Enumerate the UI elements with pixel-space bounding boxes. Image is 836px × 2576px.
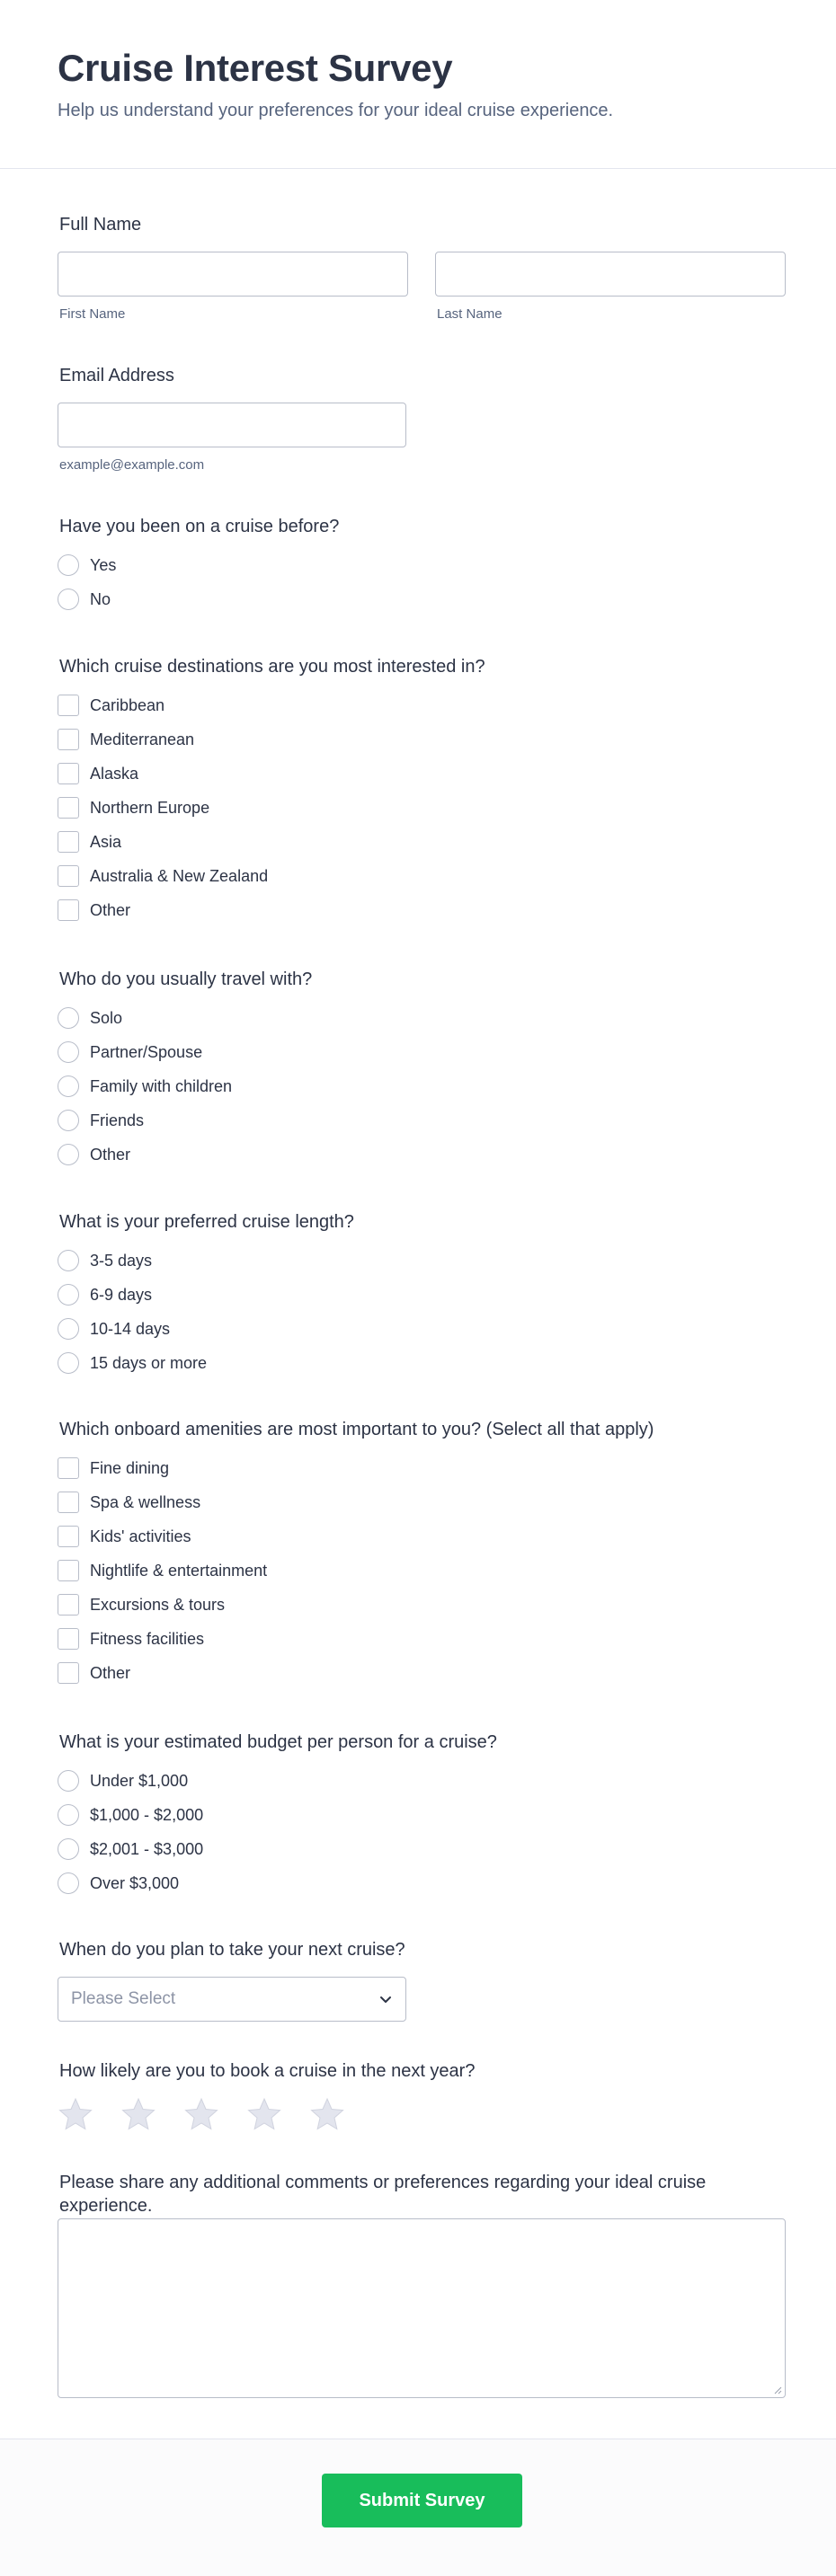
checkbox-option[interactable]: Mediterranean: [58, 722, 268, 757]
radio-button[interactable]: [58, 1076, 79, 1097]
next-cruise-label: When do you plan to take your next cruise?: [59, 1940, 405, 1960]
radio-button[interactable]: [58, 1110, 79, 1131]
radio-button[interactable]: [58, 1007, 79, 1029]
checkbox-option[interactable]: Other: [58, 1656, 267, 1690]
full-name-section: [59, 213, 141, 236]
radio-button[interactable]: [58, 1250, 79, 1271]
radio-option[interactable]: Solo: [58, 1001, 232, 1035]
checkbox[interactable]: [58, 763, 79, 784]
star-icon[interactable]: [183, 2096, 219, 2132]
checkbox[interactable]: [58, 1594, 79, 1616]
amenities-options: [58, 1451, 267, 1690]
budget-label: What is your estimated budget per person for a cruise?: [59, 1732, 497, 1752]
destinations-label: Which cruise destinations are you most interested in?: [59, 657, 485, 677]
radio-option[interactable]: Yes: [58, 548, 116, 582]
comments-label: Please share any additional comments or preferences regarding your ideal cruise experience.: [59, 2173, 707, 2216]
full-name-label: Full Name: [59, 215, 142, 235]
checkbox[interactable]: [58, 729, 79, 750]
radio-button[interactable]: [58, 1770, 79, 1792]
checkbox-option[interactable]: Other: [58, 893, 268, 927]
checkbox-option[interactable]: Nightlife & entertainment: [58, 1554, 267, 1588]
radio-option[interactable]: No: [58, 582, 116, 616]
checkbox-option[interactable]: Caribbean: [58, 688, 268, 722]
radio-option[interactable]: $2,001 - $3,000: [58, 1832, 203, 1866]
checkbox-option[interactable]: Fine dining: [58, 1451, 267, 1485]
radio-button[interactable]: [58, 589, 79, 610]
radio-option[interactable]: Other: [58, 1138, 232, 1172]
cruise-length-label: What is your preferred cruise length?: [59, 1212, 354, 1232]
amenities-label: Which onboard amenities are most important to you? (Select all that apply): [59, 1420, 654, 1439]
radio-option[interactable]: Over $3,000: [58, 1866, 203, 1900]
radio-option[interactable]: Partner/Spouse: [58, 1035, 232, 1069]
checkbox[interactable]: [58, 1457, 79, 1479]
radio-button[interactable]: [58, 1318, 79, 1340]
next-cruise-selected-value: Please Select: [71, 1989, 176, 2008]
radio-button[interactable]: [58, 1041, 79, 1063]
checkbox-option[interactable]: Australia & New Zealand: [58, 859, 268, 893]
checkbox[interactable]: [58, 1560, 79, 1581]
checkbox-option[interactable]: Asia: [58, 825, 268, 859]
last-name-sublabel: Last Name: [437, 306, 502, 322]
travel-with-options: [58, 1001, 232, 1172]
radio-button[interactable]: [58, 1838, 79, 1860]
radio-option[interactable]: 15 days or more: [58, 1346, 207, 1380]
page-subtitle: Help us understand your preferences for your ideal cruise experience.: [58, 101, 614, 120]
cruise-length-options: [58, 1244, 207, 1380]
star-icon[interactable]: [246, 2096, 282, 2132]
checkbox-option[interactable]: Fitness facilities: [58, 1622, 267, 1656]
chevron-down-icon: [378, 1992, 393, 2006]
star-rating: [58, 2096, 345, 2132]
star-icon[interactable]: [120, 2096, 156, 2132]
radio-option[interactable]: 6-9 days: [58, 1278, 207, 1312]
cruised-before-label: Have you been on a cruise before?: [59, 517, 340, 536]
email-label: Email Address: [59, 366, 174, 385]
radio-button[interactable]: [58, 1284, 79, 1306]
checkbox[interactable]: [58, 899, 79, 921]
cruised-before-options: [58, 548, 116, 616]
radio-button[interactable]: [58, 1352, 79, 1374]
checkbox[interactable]: [58, 695, 79, 716]
next-cruise-select[interactable]: [58, 1977, 406, 2022]
radio-option[interactable]: 10-14 days: [58, 1312, 207, 1346]
page-title: Cruise Interest Survey: [58, 47, 453, 89]
first-name-sublabel: First Name: [59, 306, 126, 322]
radio-button[interactable]: [58, 1804, 79, 1826]
form-footer: [0, 2439, 836, 2576]
budget-options: [58, 1764, 203, 1900]
radio-option[interactable]: 3-5 days: [58, 1244, 207, 1278]
checkbox[interactable]: [58, 1526, 79, 1547]
resize-grip-icon[interactable]: [773, 2386, 782, 2395]
checkbox-option[interactable]: Northern Europe: [58, 791, 268, 825]
checkbox[interactable]: [58, 1662, 79, 1684]
checkbox[interactable]: [58, 1628, 79, 1650]
destinations-options: [58, 688, 268, 927]
last-name-input[interactable]: [435, 252, 786, 297]
radio-button[interactable]: [58, 1872, 79, 1894]
comments-textarea[interactable]: [58, 2218, 786, 2398]
checkbox[interactable]: [58, 831, 79, 853]
checkbox[interactable]: [58, 865, 79, 887]
checkbox-option[interactable]: Spa & wellness: [58, 1485, 267, 1519]
checkbox[interactable]: [58, 1492, 79, 1513]
email-input[interactable]: [58, 403, 406, 447]
radio-button[interactable]: [58, 554, 79, 576]
form-header: [0, 0, 836, 169]
checkbox-option[interactable]: Excursions & tours: [58, 1588, 267, 1622]
star-icon[interactable]: [309, 2096, 345, 2132]
radio-option[interactable]: $1,000 - $2,000: [58, 1798, 203, 1832]
first-name-input[interactable]: [58, 252, 408, 297]
checkbox-option[interactable]: Kids' activities: [58, 1519, 267, 1554]
email-sublabel: example@example.com: [59, 457, 205, 473]
likelihood-label: How likely are you to book a cruise in the next year?: [59, 2061, 476, 2081]
radio-option[interactable]: Under $1,000: [58, 1764, 203, 1798]
radio-option[interactable]: Friends: [58, 1103, 232, 1138]
travel-with-label: Who do you usually travel with?: [59, 969, 313, 989]
radio-option[interactable]: Family with children: [58, 1069, 232, 1103]
checkbox-option[interactable]: Alaska: [58, 757, 268, 791]
submit-button[interactable]: Submit Survey: [322, 2474, 522, 2527]
star-icon[interactable]: [58, 2096, 93, 2132]
checkbox[interactable]: [58, 797, 79, 819]
radio-button[interactable]: [58, 1144, 79, 1165]
